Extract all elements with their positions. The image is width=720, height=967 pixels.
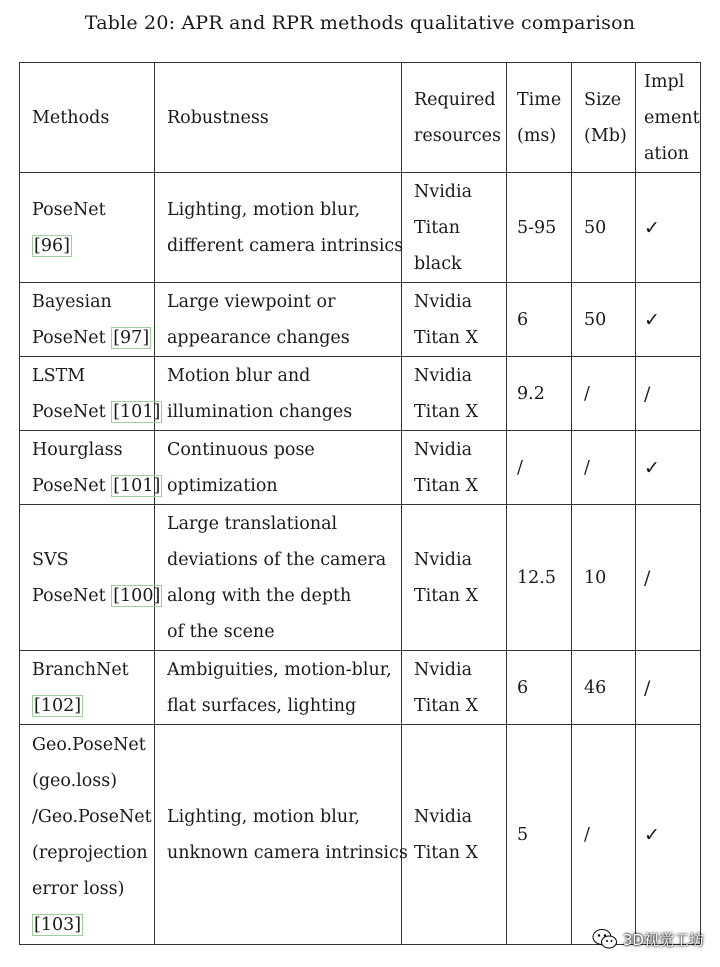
size-cell: 10 — [572, 505, 636, 651]
header-resources-line: Required — [414, 89, 496, 110]
robustness-line: illumination changes — [167, 401, 353, 422]
robustness-cell — [155, 173, 402, 283]
robustness-line: Large viewpoint or — [167, 291, 336, 312]
citation-link[interactable]: [101] — [113, 401, 161, 422]
resources-cell — [402, 357, 507, 431]
robustness-line: appearance changes — [167, 327, 350, 348]
robustness-cell — [155, 357, 402, 431]
watermark-text: 3D视觉工坊 — [622, 930, 704, 949]
size-cell: 50 — [572, 173, 636, 283]
citation-line — [32, 907, 154, 943]
citation-link[interactable]: [101] — [113, 475, 161, 496]
implementation-cell: ✓ — [636, 173, 701, 283]
resources-line: Titan X — [414, 327, 479, 348]
resources-line: Nvidia — [414, 365, 473, 386]
resources-cell — [402, 651, 507, 725]
robustness-line: deviations of the camera — [167, 549, 387, 570]
comparison-table — [19, 62, 701, 945]
resources-line: Titan X — [414, 842, 479, 863]
table-row — [20, 283, 701, 357]
resources-line: Nvidia — [414, 659, 473, 680]
implementation-cell: ✓ — [636, 283, 701, 357]
method-line-wrap — [32, 468, 161, 504]
resources-cell — [402, 725, 507, 945]
resources-line: Nvidia — [414, 806, 473, 827]
header-size-line: (Mb) — [584, 125, 627, 146]
method-cell — [20, 283, 155, 357]
implementation-cell: / — [636, 357, 701, 431]
size-cell: 46 — [572, 651, 636, 725]
time-cell: / — [507, 431, 572, 505]
citation-link[interactable]: [97] — [113, 327, 150, 348]
wechat-icon — [591, 925, 619, 953]
table-row — [20, 505, 701, 651]
header-time-line: Time — [517, 89, 562, 110]
time-cell: 9.2 — [507, 357, 572, 431]
method-cell — [20, 173, 155, 283]
implementation-cell: ✓ — [636, 725, 701, 945]
size-cell: / — [572, 431, 636, 505]
robustness-line: optimization — [167, 475, 278, 496]
citation-link[interactable]: [100] — [113, 585, 161, 606]
header-time — [507, 63, 572, 173]
method-line: PoseNet — [32, 401, 106, 422]
method-line: LSTM — [32, 365, 86, 386]
resources-cell — [402, 283, 507, 357]
resources-cell — [402, 431, 507, 505]
table-caption: Table 20: APR and RPR methods qualitative comparison — [84, 12, 636, 34]
method-line: SVS — [32, 549, 69, 570]
citation-link[interactable]: [102] — [34, 695, 82, 716]
citation-link[interactable]: [96] — [34, 235, 70, 256]
header-size — [572, 63, 636, 173]
table-row — [20, 431, 701, 505]
resources-line: Titan X — [414, 695, 479, 716]
size-cell: / — [572, 725, 636, 945]
method-line: (geo.loss) — [32, 770, 118, 791]
method-line: Hourglass — [32, 439, 123, 460]
header-size-line: Size — [584, 89, 622, 110]
robustness-line: Continuous pose — [167, 439, 315, 460]
header-resources-line: resources — [414, 125, 502, 146]
resources-line: Nvidia — [414, 439, 473, 460]
header-impl-line: ement — [644, 107, 700, 128]
resources-cell — [402, 505, 507, 651]
resources-line: Titan X — [414, 401, 479, 422]
table-row — [20, 357, 701, 431]
method-line-wrap — [32, 578, 161, 614]
header-methods: Methods — [20, 63, 155, 173]
robustness-line: different camera intrinsics — [167, 235, 404, 256]
header-row — [20, 63, 701, 173]
robustness-cell — [155, 725, 408, 945]
robustness-line: Lighting, motion blur, — [167, 806, 361, 827]
table-row — [20, 173, 701, 283]
robustness-line: along with the depth — [167, 585, 352, 606]
header-robustness: Robustness — [155, 63, 402, 173]
implementation-cell: ✓ — [636, 431, 701, 505]
method-line: (reprojection — [32, 842, 148, 863]
time-cell: 12.5 — [507, 505, 572, 651]
header-implementation — [636, 63, 701, 173]
method-cell — [20, 357, 161, 431]
resources-line: Nvidia — [414, 549, 473, 570]
robustness-cell — [155, 283, 402, 357]
header-impl-line: Impl — [644, 71, 685, 92]
method-line: PoseNet — [32, 585, 106, 606]
robustness-cell — [155, 505, 402, 651]
method-line: Geo.PoseNet — [32, 734, 146, 755]
method-line: PoseNet — [32, 475, 106, 496]
method-cell — [20, 725, 155, 945]
resources-line: black — [414, 253, 462, 274]
resources-line: Nvidia — [414, 291, 473, 312]
robustness-line: flat surfaces, lighting — [167, 695, 357, 716]
implementation-cell: / — [636, 505, 701, 651]
time-cell: 5-95 — [507, 173, 572, 283]
header-impl-line: ation — [644, 143, 689, 164]
time-cell: 5 — [507, 725, 572, 945]
size-cell: 50 — [572, 283, 636, 357]
robustness-line: Ambiguities, motion-blur, — [167, 659, 392, 680]
header-resources — [402, 63, 507, 173]
method-line: PoseNet — [32, 199, 106, 220]
method-line-wrap — [32, 394, 161, 430]
resources-line: Titan — [414, 217, 461, 238]
method-line-wrap — [32, 320, 154, 356]
robustness-cell — [155, 431, 402, 505]
robustness-line: Motion blur and — [167, 365, 311, 386]
method-cell — [20, 431, 161, 505]
method-cell — [20, 505, 161, 651]
implementation-cell: / — [636, 651, 701, 725]
time-cell: 6 — [507, 651, 572, 725]
resources-cell — [402, 173, 507, 283]
table-row — [20, 651, 701, 725]
time-cell: 6 — [507, 283, 572, 357]
table-row — [20, 725, 701, 945]
robustness-line: unknown camera intrinsics — [167, 842, 408, 863]
robustness-line: Lighting, motion blur, — [167, 199, 361, 220]
citation-line — [32, 688, 154, 724]
citation-line — [32, 228, 154, 264]
resources-line: Titan X — [414, 585, 479, 606]
method-line: BranchNet — [32, 659, 129, 680]
resources-line: Titan X — [414, 475, 479, 496]
method-cell — [20, 651, 155, 725]
watermark — [591, 925, 704, 953]
resources-line: Nvidia — [414, 181, 473, 202]
size-cell: / — [572, 357, 636, 431]
robustness-line: of the scene — [167, 621, 275, 642]
robustness-line: Large translational — [167, 513, 338, 534]
header-time-line: (ms) — [517, 125, 557, 146]
method-line: PoseNet — [32, 327, 106, 348]
method-line: /Geo.PoseNet — [32, 806, 152, 827]
citation-link[interactable]: [103] — [34, 914, 82, 935]
method-line: Bayesian — [32, 291, 112, 312]
method-line: error loss) — [32, 878, 125, 899]
robustness-cell — [155, 651, 402, 725]
